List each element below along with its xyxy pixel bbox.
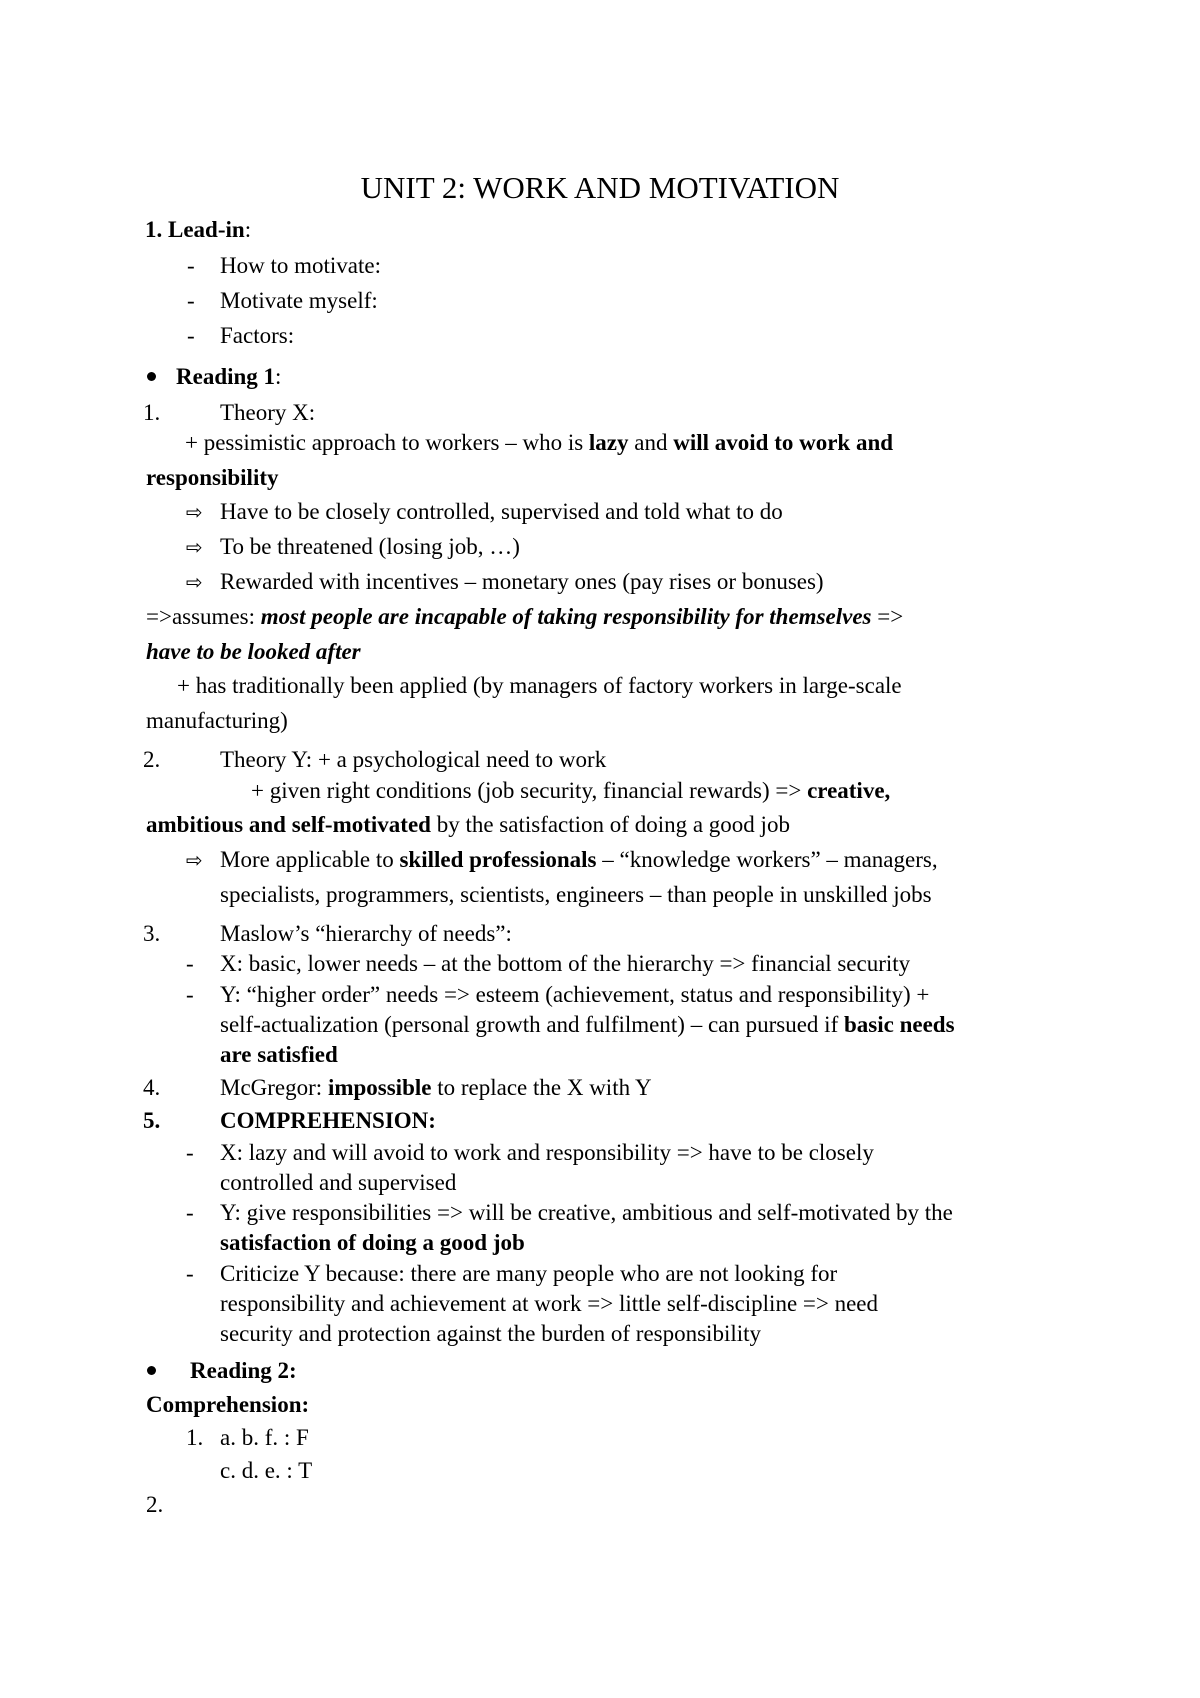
theory-y-consequence: [220, 845, 938, 875]
text-run: by the satisfaction of doing a good job: [430, 812, 790, 837]
theory-y-number: 2.: [143, 747, 161, 772]
mcgregor-line: [220, 1073, 652, 1103]
maslow-number: 3.: [143, 921, 161, 946]
theory-x-point-cont: [146, 463, 279, 493]
bullet-icon: [147, 372, 156, 381]
lead-in-item: Factors:: [220, 323, 295, 348]
theory-x-consequence: To be threatened (losing job, …): [220, 534, 520, 559]
comprehension-item-cont: controlled and supervised: [220, 1170, 457, 1195]
bold-run: impossible: [327, 1075, 432, 1100]
theory-y-consequence-cont: specialists, programmers, scientists, engineers – than people in unskilled jobs: [220, 882, 932, 907]
bold-italic-run: most people are incapable of taking responsibility for themselves: [260, 604, 872, 629]
bold-run: creative,: [807, 778, 891, 803]
theory-x-applied-cont: manufacturing): [146, 708, 288, 733]
text-run: to replace the X with Y: [431, 1075, 652, 1100]
comprehension-item-cont: security and protection against the burden of responsibility: [220, 1321, 762, 1346]
maslow-y-need-cont: [220, 1040, 338, 1070]
reading1-label: Reading 1: [176, 364, 276, 389]
answer-number: 2.: [146, 1492, 164, 1517]
theory-x-number: 1.: [143, 400, 161, 425]
comprehension-heading: [220, 1106, 436, 1136]
bold-run: COMPREHENSION:: [220, 1108, 436, 1133]
lead-in-heading: [145, 215, 251, 245]
bold-run: lazy: [588, 430, 629, 455]
bold-run: Reading 2:: [190, 1358, 297, 1383]
text-run: + given right conditions (job security, financial rewards) =>: [251, 778, 808, 803]
lead-in-item: How to motivate:: [220, 253, 381, 278]
reading1-heading: [176, 362, 281, 392]
bold-run: ambitious and self-motivated: [146, 812, 431, 837]
comprehension-item: Y: give responsibilities => will be creative, ambitious and self-motivated by the: [220, 1200, 953, 1225]
theory-x-consequence: Rewarded with incentives – monetary ones (pay rises or bonuses): [220, 569, 824, 594]
dash-bullet: -: [186, 1261, 194, 1286]
dash-bullet: -: [187, 253, 195, 278]
maslow-heading: Maslow’s “hierarchy of needs”:: [220, 921, 512, 946]
comprehension-item-cont: [220, 1228, 525, 1258]
arrow-right-icon: ⇨: [186, 848, 203, 872]
maslow-y-need: Y: “higher order” needs => esteem (achievement, status and responsibility) +: [220, 982, 930, 1007]
text-run: + pessimistic approach to workers – who is: [185, 430, 589, 455]
comprehension-item: X: lazy and will avoid to work and responsibility => have to be closely: [220, 1140, 874, 1165]
lead-in-label: Lead-in: [168, 217, 245, 242]
answer-number: 1.: [186, 1425, 204, 1450]
bold-run: 5.: [143, 1108, 161, 1133]
lead-in-item: Motivate myself:: [220, 288, 378, 313]
theory-y-heading: Theory Y: + a psychological need to work: [220, 747, 607, 772]
reading2-comprehension: [146, 1390, 309, 1420]
text-run: McGregor:: [220, 1075, 328, 1100]
dash-bullet: -: [187, 323, 195, 348]
theory-x-consequence: Have to be closely controlled, supervised and told what to do: [220, 499, 783, 524]
bold-run: are satisfied: [220, 1042, 338, 1067]
comprehension-number: [143, 1106, 160, 1136]
text-run: =>assumes:: [146, 604, 261, 629]
lead-in-number: 1.: [145, 217, 163, 242]
text-run: – “knowledge workers” – managers,: [596, 847, 938, 872]
bold-run: basic needs: [843, 1012, 955, 1037]
answer-false: a. b. f. : F: [220, 1425, 309, 1450]
bold-run: Comprehension:: [146, 1392, 310, 1417]
maslow-x-need: X: basic, lower needs – at the bottom of the hierarchy => financial security: [220, 951, 911, 976]
reading2-heading: [190, 1356, 297, 1386]
arrow-right-icon: ⇨: [186, 535, 203, 559]
reading1-colon: :: [275, 364, 282, 389]
dash-bullet: -: [186, 951, 194, 976]
theory-x-applied: + has traditionally been applied (by managers of factory workers in large-scale: [177, 673, 902, 698]
bullet-icon: [147, 1366, 156, 1375]
bold-run: will avoid to work and: [673, 430, 894, 455]
theory-x-heading: Theory X:: [220, 400, 316, 425]
arrow-right-icon: ⇨: [186, 570, 203, 594]
theory-y-point-cont: [146, 810, 790, 840]
theory-x-assumes: [146, 602, 903, 632]
page-title: UNIT 2: WORK AND MOTIVATION: [360, 170, 840, 205]
theory-x-point: [185, 428, 893, 458]
mcgregor-number: 4.: [143, 1075, 161, 1100]
comprehension-item-cont: responsibility and achievement at work => little self-discipline => need: [220, 1291, 879, 1316]
bold-italic-run: have to be looked after: [146, 639, 361, 664]
dash-bullet: -: [186, 982, 194, 1007]
dash-bullet: -: [187, 288, 195, 313]
text-run: self-actualization (personal growth and fulfilment) – can pursued if: [220, 1012, 844, 1037]
theory-x-assumes-cont: [146, 637, 361, 667]
text-run: and: [628, 430, 674, 455]
theory-y-point: [251, 776, 890, 806]
text-run: =>: [871, 604, 904, 629]
bold-run: responsibility: [146, 465, 279, 490]
maslow-y-need-cont: [220, 1010, 955, 1040]
dash-bullet: -: [186, 1140, 194, 1165]
comprehension-item: Criticize Y because: there are many people who are not looking for: [220, 1261, 838, 1286]
text-run: More applicable to: [220, 847, 400, 872]
bold-run: satisfaction of doing a good job: [220, 1230, 525, 1255]
answer-true: c. d. e. : T: [220, 1458, 313, 1483]
lead-in-colon: :: [244, 217, 252, 242]
arrow-right-icon: ⇨: [186, 500, 203, 524]
bold-run: skilled professionals: [399, 847, 597, 872]
dash-bullet: -: [186, 1200, 194, 1225]
